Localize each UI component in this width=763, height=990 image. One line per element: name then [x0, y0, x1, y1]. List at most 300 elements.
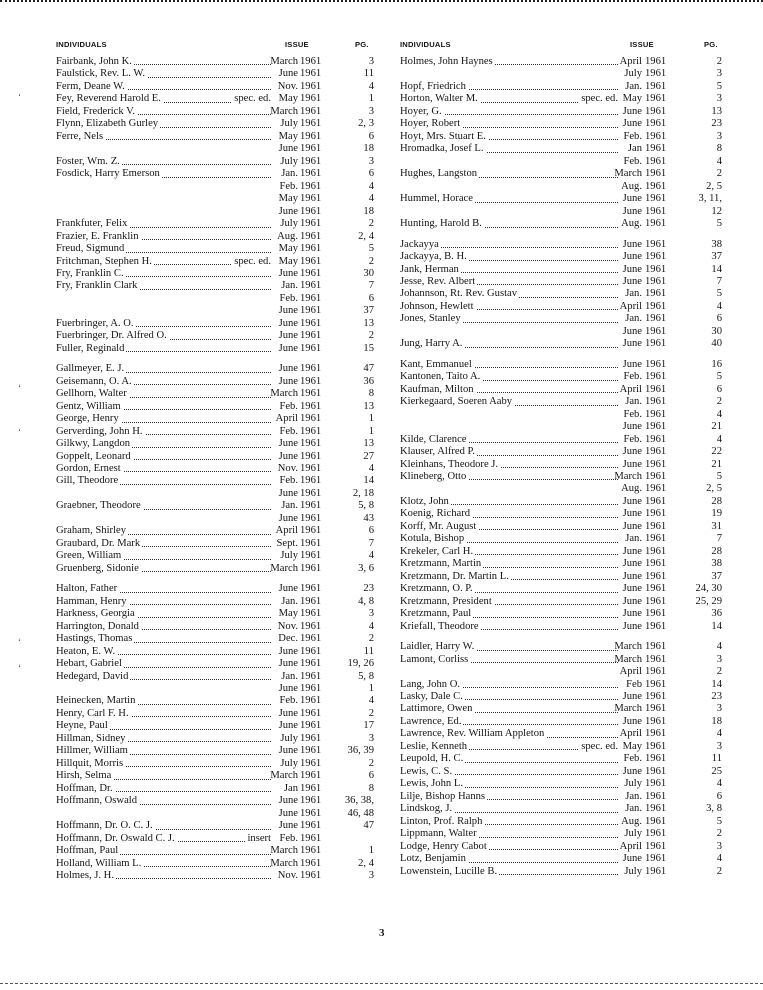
issue-month: May: [622, 93, 642, 105]
entry-name-cell: [400, 338, 618, 350]
issue-month: June: [622, 263, 642, 275]
entry-name-cell: [56, 621, 271, 633]
index-entry: [56, 745, 374, 757]
entry-name: Hillman, Sidney: [56, 732, 126, 744]
page-ref: 6: [716, 383, 722, 395]
issue-year: 1961: [300, 795, 322, 807]
entry-name: Fritchman, Stephen H.: [56, 255, 152, 267]
entry-name: Horton, Walter M.: [400, 93, 478, 105]
issue-month: July: [280, 732, 298, 744]
page-ref: 4: [368, 193, 374, 205]
entry-name-cell: [400, 359, 618, 371]
issue-month: Feb.: [279, 292, 298, 304]
index-entry: [400, 396, 722, 408]
issue-month: June: [622, 558, 642, 570]
entry-name-cell: [400, 264, 618, 276]
index-entry: [56, 583, 374, 595]
index-entry: [400, 156, 722, 168]
issue-year: 1961: [300, 363, 322, 375]
index-entry: [56, 820, 374, 832]
index-entry: [400, 666, 722, 678]
entry-name: Hoyer, G.: [400, 105, 442, 117]
page-ref: 6: [368, 525, 374, 537]
issue-year: 1961: [300, 93, 322, 105]
page-ref: 47: [363, 820, 374, 832]
issue-month: Aug.: [621, 180, 642, 192]
page-ref: 22: [711, 446, 722, 458]
page-ref: 3: [716, 130, 722, 142]
entry-name: Kilde, Clarence: [400, 433, 467, 445]
page-ref: 2: [368, 757, 374, 769]
entry-name: Lattimore, Owen: [400, 703, 473, 715]
entry-name-cell: [56, 376, 271, 388]
entry-name-cell: [56, 118, 271, 130]
entry-name-cell: [400, 508, 618, 520]
entry-name-cell: [400, 181, 618, 193]
entry-name-cell: [400, 131, 618, 143]
entry-name: Laidler, Harry W.: [400, 641, 475, 653]
issue-year: 1961: [300, 56, 322, 67]
entry-name: Klotz, John: [400, 495, 449, 507]
index-entry: [56, 131, 374, 143]
index-entry: [56, 621, 374, 633]
entry-name: Lowenstein, Lucille B.: [400, 865, 498, 877]
entry-name-cell: [400, 666, 618, 678]
entry-name: Foster, Wm. Z.: [56, 155, 120, 167]
section-gap: [56, 575, 374, 583]
page-ref: 8: [716, 143, 722, 155]
index-entry: [56, 550, 374, 562]
issue-year: 1961: [645, 218, 667, 230]
index-entry: [400, 803, 722, 815]
page-ref: 5: [716, 218, 722, 230]
page-ref: 37: [363, 305, 374, 317]
entry-name-cell: [56, 81, 271, 93]
issue-year: 1961: [645, 433, 667, 445]
entry-name-cell: [400, 371, 618, 383]
entry-name: [400, 156, 402, 167]
issue-month: March: [614, 471, 642, 482]
page-ref: 38: [711, 558, 722, 570]
index-entry: [400, 621, 722, 633]
issue-month: Nov.: [277, 620, 298, 632]
entry-name: Kretzmann, O. P.: [400, 583, 473, 595]
entry-name-cell: [56, 500, 271, 512]
index-entry: [56, 858, 374, 870]
entry-name: [56, 305, 58, 316]
index-entry: [56, 695, 374, 707]
entry-name-cell: [56, 845, 271, 857]
entry-name: Hoffmann, Oswald: [56, 795, 138, 807]
entry-name: Jackayya: [400, 238, 439, 250]
issue-year: 1961: [645, 421, 667, 433]
issue-year: 1961: [645, 143, 667, 155]
entry-name-cell: [400, 68, 618, 80]
page-ref: 5: [716, 371, 722, 383]
issue-month: Feb.: [623, 371, 642, 383]
entry-name: Kretzmann, Martin: [400, 558, 482, 570]
entry-name-cell: [56, 243, 271, 255]
issue-year: 1961: [300, 68, 322, 80]
entry-name-cell: [56, 68, 271, 80]
page-ref: 5, 8: [358, 500, 374, 512]
index-entry: [400, 384, 722, 396]
issue-year: 1961: [645, 690, 667, 702]
page-ref: 3: [716, 653, 722, 665]
entry-name-cell: [400, 679, 618, 691]
page-ref: 12: [711, 205, 722, 217]
issue-year: 1961: [300, 168, 322, 180]
top-dotted-rule: [0, 0, 763, 6]
index-entry: [56, 376, 374, 388]
index-entry: [56, 438, 374, 450]
page-ref: 3: [368, 732, 374, 744]
entry-name: [400, 666, 402, 677]
page-ref: 13: [363, 438, 374, 450]
issue-month: July: [624, 68, 642, 80]
index-entry: [400, 703, 722, 715]
header-page: PG.: [704, 40, 718, 49]
index-entry: [400, 728, 722, 740]
entry-name-cell: [400, 803, 618, 815]
entry-name-cell: [56, 231, 271, 243]
entry-name-cell: [400, 106, 618, 118]
entry-name: Fey, Reverend Harold E.: [56, 93, 161, 105]
entry-name-cell: [56, 268, 271, 280]
entry-name: Frazier, E. Franklin: [56, 230, 139, 242]
entry-name: Hebart, Gabriel: [56, 658, 122, 670]
entry-name: Fry, Franklin C.: [56, 267, 124, 279]
issue-year: 1961: [645, 483, 667, 495]
page-ref: 4: [368, 695, 374, 707]
entry-name-cell: [56, 218, 271, 230]
entry-name: Hoffman, Dr.: [56, 782, 113, 794]
entry-name: Lindskog, J.: [400, 803, 453, 815]
issue-month: June: [622, 570, 642, 582]
page-ref: 14: [711, 263, 722, 275]
entry-name: Jank, Herman: [400, 263, 459, 275]
index-entry: [400, 654, 722, 666]
page-ref: 11: [711, 753, 722, 765]
entry-name: Field, Frederick V.: [56, 105, 136, 117]
issue-year: 1961: [300, 487, 322, 499]
index-entry: [56, 451, 374, 463]
index-entry: [400, 766, 722, 778]
page-ref: 2: [368, 255, 374, 267]
page-ref: 4: [716, 155, 722, 167]
index-entry: [400, 56, 722, 68]
index-entry: [56, 475, 374, 487]
page-ref: 4: [716, 408, 722, 420]
entry-name-cell: [400, 841, 618, 853]
issue-month: Feb.: [279, 180, 298, 192]
index-entry: [56, 218, 374, 230]
index-entry: [400, 218, 722, 230]
issue-year: 1961: [300, 130, 322, 142]
entry-name: Hromadka, Josef L.: [400, 143, 484, 155]
entry-name-cell: [400, 546, 618, 558]
issue-month: Jan.: [281, 168, 298, 180]
index-entry: [400, 446, 722, 458]
issue-month: Sept.: [276, 537, 298, 549]
issue-month: July: [280, 757, 298, 769]
issue-year: 1961: [300, 280, 322, 292]
issue-year: 1961: [645, 840, 667, 852]
page-ref: 43: [363, 512, 374, 524]
page-ref: 14: [363, 475, 374, 487]
issue-month: July: [624, 828, 642, 840]
entry-name-cell: [400, 118, 618, 130]
index-entry: [56, 646, 374, 658]
entry-name-cell: [400, 276, 618, 288]
page-ref: 4: [368, 463, 374, 474]
issue-month: April: [619, 728, 642, 740]
issue-month: Nov.: [277, 80, 298, 92]
entry-name-cell: [400, 778, 618, 790]
entry-name: Hedegard, David: [56, 670, 129, 682]
issue-month: Feb.: [623, 130, 642, 142]
entry-name: Kretzmann, Dr. Martin L.: [400, 570, 509, 582]
issue-year: 1961: [645, 130, 667, 142]
issue-year: 1961: [300, 205, 322, 217]
page-ref: 3: [716, 68, 722, 80]
issue-month: June: [622, 853, 642, 865]
issue-month: March: [614, 653, 642, 665]
entry-name: Lilje, Bishop Hanns: [400, 790, 486, 802]
page-ref: 5: [716, 471, 722, 482]
margin-mark: ‘: [18, 663, 21, 673]
index-entry: [56, 388, 374, 400]
entry-name-cell: [56, 870, 271, 882]
issue-month: Feb.: [279, 695, 298, 707]
entry-name-cell: [56, 658, 271, 670]
page-ref: 37: [711, 570, 722, 582]
index-entry: [56, 513, 374, 525]
index-entry: [400, 68, 722, 80]
header-issue: ISSUE: [630, 40, 654, 49]
issue-year: 1961: [645, 118, 667, 130]
entry-name: Lawrence, Rev. William Appleton: [400, 728, 545, 740]
page-ref: 6: [368, 292, 374, 304]
section-gap: [400, 231, 722, 239]
issue-month: Aug.: [621, 483, 642, 495]
issue-month: Feb.: [623, 753, 642, 765]
entry-name-cell: [400, 251, 618, 263]
index-entry: [56, 143, 374, 155]
entry-name: [56, 293, 58, 304]
index-entry: [400, 608, 722, 620]
issue-month: Jan.: [625, 288, 642, 300]
page-ref: 2, 3: [358, 118, 374, 130]
issue-month: June: [622, 205, 642, 217]
issue-month: June: [278, 658, 298, 670]
entry-name: Ferm, Deane W.: [56, 80, 125, 92]
entry-name: [56, 143, 58, 154]
entry-name: Kaufman, Milton: [400, 383, 474, 395]
index-entry: [400, 359, 722, 371]
page-ref: 46, 48: [347, 807, 374, 819]
index-entry: [56, 243, 374, 255]
entry-name: Johannson, Rt. Rev. Gustav: [400, 288, 518, 300]
entry-name: Hillmer, William: [56, 745, 128, 757]
issue-month: May: [278, 608, 298, 620]
issue-month: June: [622, 338, 642, 350]
index-entry: [56, 795, 374, 807]
index-entry: [56, 68, 374, 80]
issue-year: 1961: [300, 500, 322, 512]
issue-year: 1961: [300, 670, 322, 682]
issue-month: June: [278, 807, 298, 819]
entry-name-cell: [400, 691, 618, 703]
index-entry: [400, 93, 722, 105]
entry-name-cell: [56, 156, 271, 168]
entry-name: Kantonen, Taito A.: [400, 371, 481, 383]
entry-name-cell: [56, 538, 271, 550]
page-ref: 3: [716, 740, 722, 752]
page-ref: 2: [368, 330, 374, 342]
entry-name: Heinecken, Martin: [56, 695, 136, 707]
index-entry: [400, 583, 722, 595]
entry-name-cell: [56, 733, 271, 745]
issue-year: 1961: [645, 520, 667, 532]
issue-year: 1961: [300, 342, 322, 354]
entry-name: [400, 326, 402, 337]
issue-month: Aug.: [621, 815, 642, 827]
issue-month: March: [270, 857, 298, 869]
page-ref: 11: [363, 68, 374, 80]
issue-year: 1961: [300, 845, 322, 857]
page-ref: 8: [368, 388, 374, 400]
page-ref: 4: [716, 778, 722, 790]
page-ref: 7: [368, 537, 374, 549]
entry-name-cell: [56, 106, 271, 118]
index-entry: [400, 483, 722, 495]
entry-name-cell: [400, 81, 618, 93]
index-entry: [400, 716, 722, 728]
issue-year: 1961: [645, 396, 667, 408]
issue-year: 1961: [300, 682, 322, 694]
issue-month: Jan.: [625, 396, 642, 408]
issue-month: March: [614, 703, 642, 715]
issue-month: April: [619, 840, 642, 852]
issue-year: 1961: [300, 218, 322, 230]
index-entry: [56, 770, 374, 782]
issue-year: 1961: [645, 408, 667, 420]
issue-year: 1961: [300, 695, 322, 707]
page-ref: 6: [716, 313, 722, 325]
entry-name: Hoyt, Mrs. Stuart E.: [400, 130, 486, 142]
issue-year: 1961: [645, 853, 667, 865]
entry-name: Hoyer, Robert: [400, 118, 461, 130]
entry-name-cell: [56, 745, 271, 757]
page-ref: 14: [711, 620, 722, 632]
entry-name-cell: [400, 741, 618, 753]
header-page: PG.: [355, 40, 369, 49]
index-entry: [56, 708, 374, 720]
page-ref: 36, 38,: [344, 795, 374, 807]
entry-name-cell: [56, 451, 271, 463]
entry-name: Lasky, Dale C.: [400, 690, 463, 702]
issue-month: July: [280, 218, 298, 230]
entry-name-cell: [56, 388, 271, 400]
entry-name-cell: [56, 550, 271, 562]
entry-name-cell: [400, 206, 618, 218]
page-ref: 28: [711, 545, 722, 557]
entry-name-cell: [56, 343, 271, 355]
page-ref: 38: [711, 238, 722, 250]
index-entry: [56, 318, 374, 330]
entry-name-cell: [400, 193, 618, 205]
entry-name: Jung, Harry A.: [400, 338, 463, 350]
page-ref: 19: [711, 508, 722, 520]
index-entry: [56, 206, 374, 218]
entry-name: Kierkegaard, Soeren Aaby: [400, 396, 513, 408]
issue-month: May: [278, 255, 298, 267]
issue-month: Dec.: [278, 633, 298, 645]
issue-year: 1961: [645, 678, 667, 690]
page-ref: 2: [368, 218, 374, 230]
issue-month: Aug.: [621, 218, 642, 230]
entry-name-cell: [56, 488, 271, 500]
index-entry: [56, 181, 374, 193]
issue-year: 1961: [300, 583, 322, 595]
page-ref: 7: [368, 280, 374, 292]
issue-year: 1961: [645, 68, 667, 80]
page-ref: 16: [711, 358, 722, 370]
page-ref: 4: [368, 620, 374, 632]
entry-name: Fairbank, John K.: [56, 56, 132, 67]
issue-month: June: [278, 438, 298, 450]
entry-name-cell: [400, 421, 618, 433]
issue-month: June: [278, 342, 298, 354]
margin-mark: ‘: [18, 427, 21, 437]
index-entry: [400, 691, 722, 703]
entry-name-cell: [56, 193, 271, 205]
entry-name: Gilkwy, Langdon: [56, 438, 131, 450]
entry-name: [56, 513, 58, 524]
entry-name-cell: [400, 558, 618, 570]
index-entry: [400, 251, 722, 263]
entry-name: [400, 483, 402, 494]
issue-year: 1961: [645, 56, 667, 67]
issue-year: 1961: [300, 595, 322, 607]
entry-name-cell: [400, 313, 618, 325]
entry-name-cell: [56, 293, 271, 305]
issue-year: 1961: [645, 753, 667, 765]
entry-name: Goppelt, Leonard: [56, 450, 131, 462]
entry-name-cell: [56, 671, 271, 683]
page-ref: 2: [368, 707, 374, 719]
entry-name-cell: [56, 413, 271, 425]
index-entry: [56, 463, 374, 475]
issue-year: 1961: [300, 180, 322, 192]
entry-name-cell: [56, 695, 271, 707]
page-ref: 25: [711, 765, 722, 777]
entry-name-cell: [56, 758, 271, 770]
index-entry: [400, 239, 722, 251]
issue-month: March: [270, 105, 298, 117]
edition-note: spec. ed.: [234, 93, 271, 105]
issue-year: 1961: [645, 80, 667, 92]
issue-month: June: [622, 583, 642, 595]
issue-year: 1961: [645, 495, 667, 507]
entry-name: Lewis, John L.: [400, 778, 463, 790]
page-ref: 6: [368, 770, 374, 782]
issue-month: June: [622, 193, 642, 205]
issue-month: Jan.: [625, 803, 642, 815]
entry-name: Geisemann, O. A.: [56, 375, 132, 387]
index-entry: [56, 525, 374, 537]
